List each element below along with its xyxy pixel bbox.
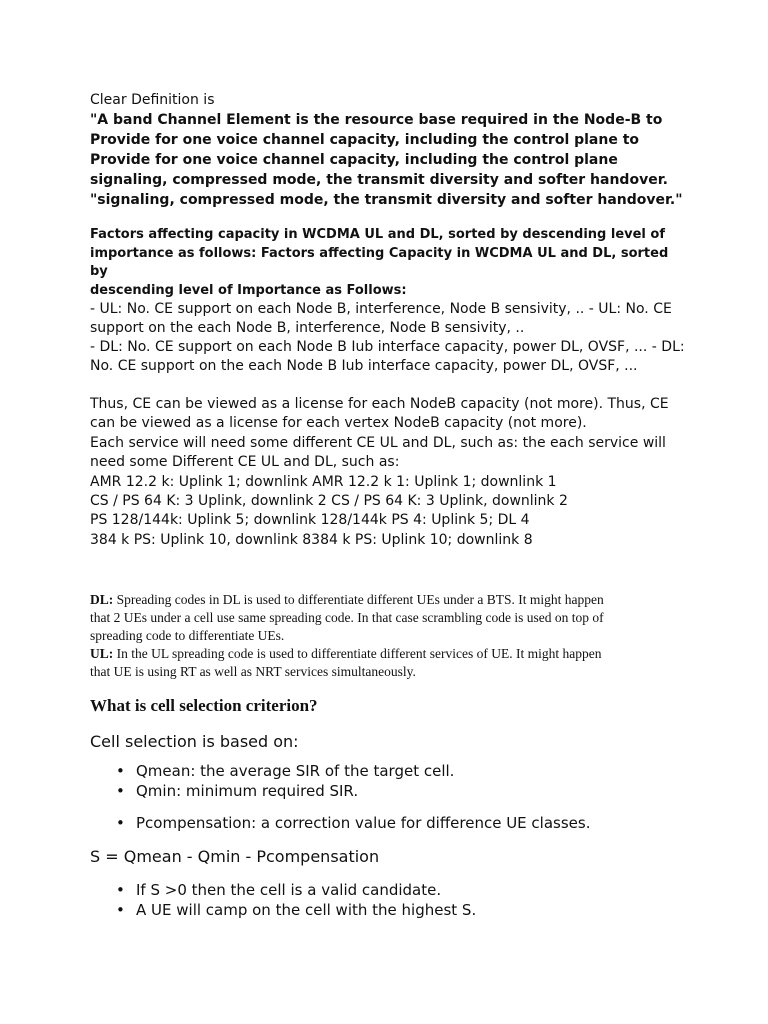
cell-selection-question: What is cell selection criterion?: [90, 696, 318, 716]
list-item: [90, 761, 690, 781]
document-page: [90, 90, 690, 920]
bullet-icon: •: [116, 881, 125, 900]
cell-selection-formula: S = Qmean - Qmin - Pcompensation: [90, 847, 380, 867]
list-item: [90, 880, 690, 900]
list-item-text: If S >0 then the cell is a valid candidate.: [136, 881, 442, 900]
list-item: [90, 781, 690, 801]
list-item-text: A UE will camp on the cell with the highest S.: [136, 901, 477, 920]
bullet-icon: •: [116, 762, 125, 781]
factors-dl-line: - DL: No. CE support on each Node B Iub interface capacity, power DL, OVSF, ... - DL: No. CE support on the each Node B Iub interface capacity, power DL, OVSF, ...: [90, 339, 685, 374]
list-item-text: Qmean: the average SIR of the target cell.: [136, 762, 455, 781]
definition-bold-text: "A band Channel Element is the resource base required in the Node-B to Provide for one voice channel capacity, including the control plane to Provide for one voice channel capacity, including the control plane signaling, compressed mode, the transmit diversity and softer handover. "signaling, compressed mode, the transmit diversity and softer handover.": [90, 112, 683, 208]
ul-label: UL:: [90, 646, 114, 662]
factors-heading: Factors affecting capacity in WCDMA UL and DL, sorted by descending level of importance as follows: Factors affecting Capacity in WCDMA UL and DL, sorted by descending level of Importance as Follows:: [90, 227, 669, 298]
list-item: [90, 900, 690, 920]
cell-selection-intro: Cell selection is based on:: [90, 732, 299, 752]
cell-selection-criteria-list: [90, 761, 690, 833]
spreading-code-section: [90, 591, 690, 681]
list-item: [90, 813, 690, 833]
dl-label: DL:: [90, 592, 114, 608]
factors-ul-line: - UL: No. CE support on each Node B, interference, Node B sensivity, .. - UL: No. CE support on the each Node B, interference, Node B sensivity, ..: [90, 301, 672, 336]
dl-text: Spreading codes in DL is used to differentiate different UEs under a BTS. It might happen that 2 UEs under a cell use same spreading code. In that case scrambling code is used on top of spreading code to differentiate UEs.: [90, 592, 604, 644]
bullet-icon: •: [116, 814, 125, 833]
bullet-icon: •: [116, 782, 125, 801]
ce-license-text: Thus, CE can be viewed as a license for each NodeB capacity (not more). Thus, CE can be viewed as a license for each vertex NodeB capacity (not more). Each service will need some different CE UL and DL, such as: the each service will need some Different CE UL and DL, such as: AMR 12.2 k: Uplink 1; downlink AMR 12.2 k 1: Uplink 1; downlink 1 CS / PS 64 K: 3 Uplink, downlink 2 CS / PS 64 K: 3 Uplink, downlink 2 PS 128/144k: Uplink 5; downlink 128/144k PS 4: Uplink 5; DL 4 384 k PS: Uplink 10, downlink 8384 k PS: Uplink 10; downlink 8: [90, 396, 669, 548]
ul-text: In the UL spreading code is used to differentiate different services of UE. It might happen that UE is using RT as well as NRT services simultaneously.: [90, 646, 602, 680]
definition-lead: Clear Definition is: [90, 92, 215, 108]
list-item-text: Pcompensation: a correction value for difference UE classes.: [136, 814, 591, 833]
list-item-text: Qmin: minimum required SIR.: [136, 782, 359, 801]
cell-selection-rules-list: [90, 880, 690, 920]
bullet-icon: •: [116, 901, 125, 920]
